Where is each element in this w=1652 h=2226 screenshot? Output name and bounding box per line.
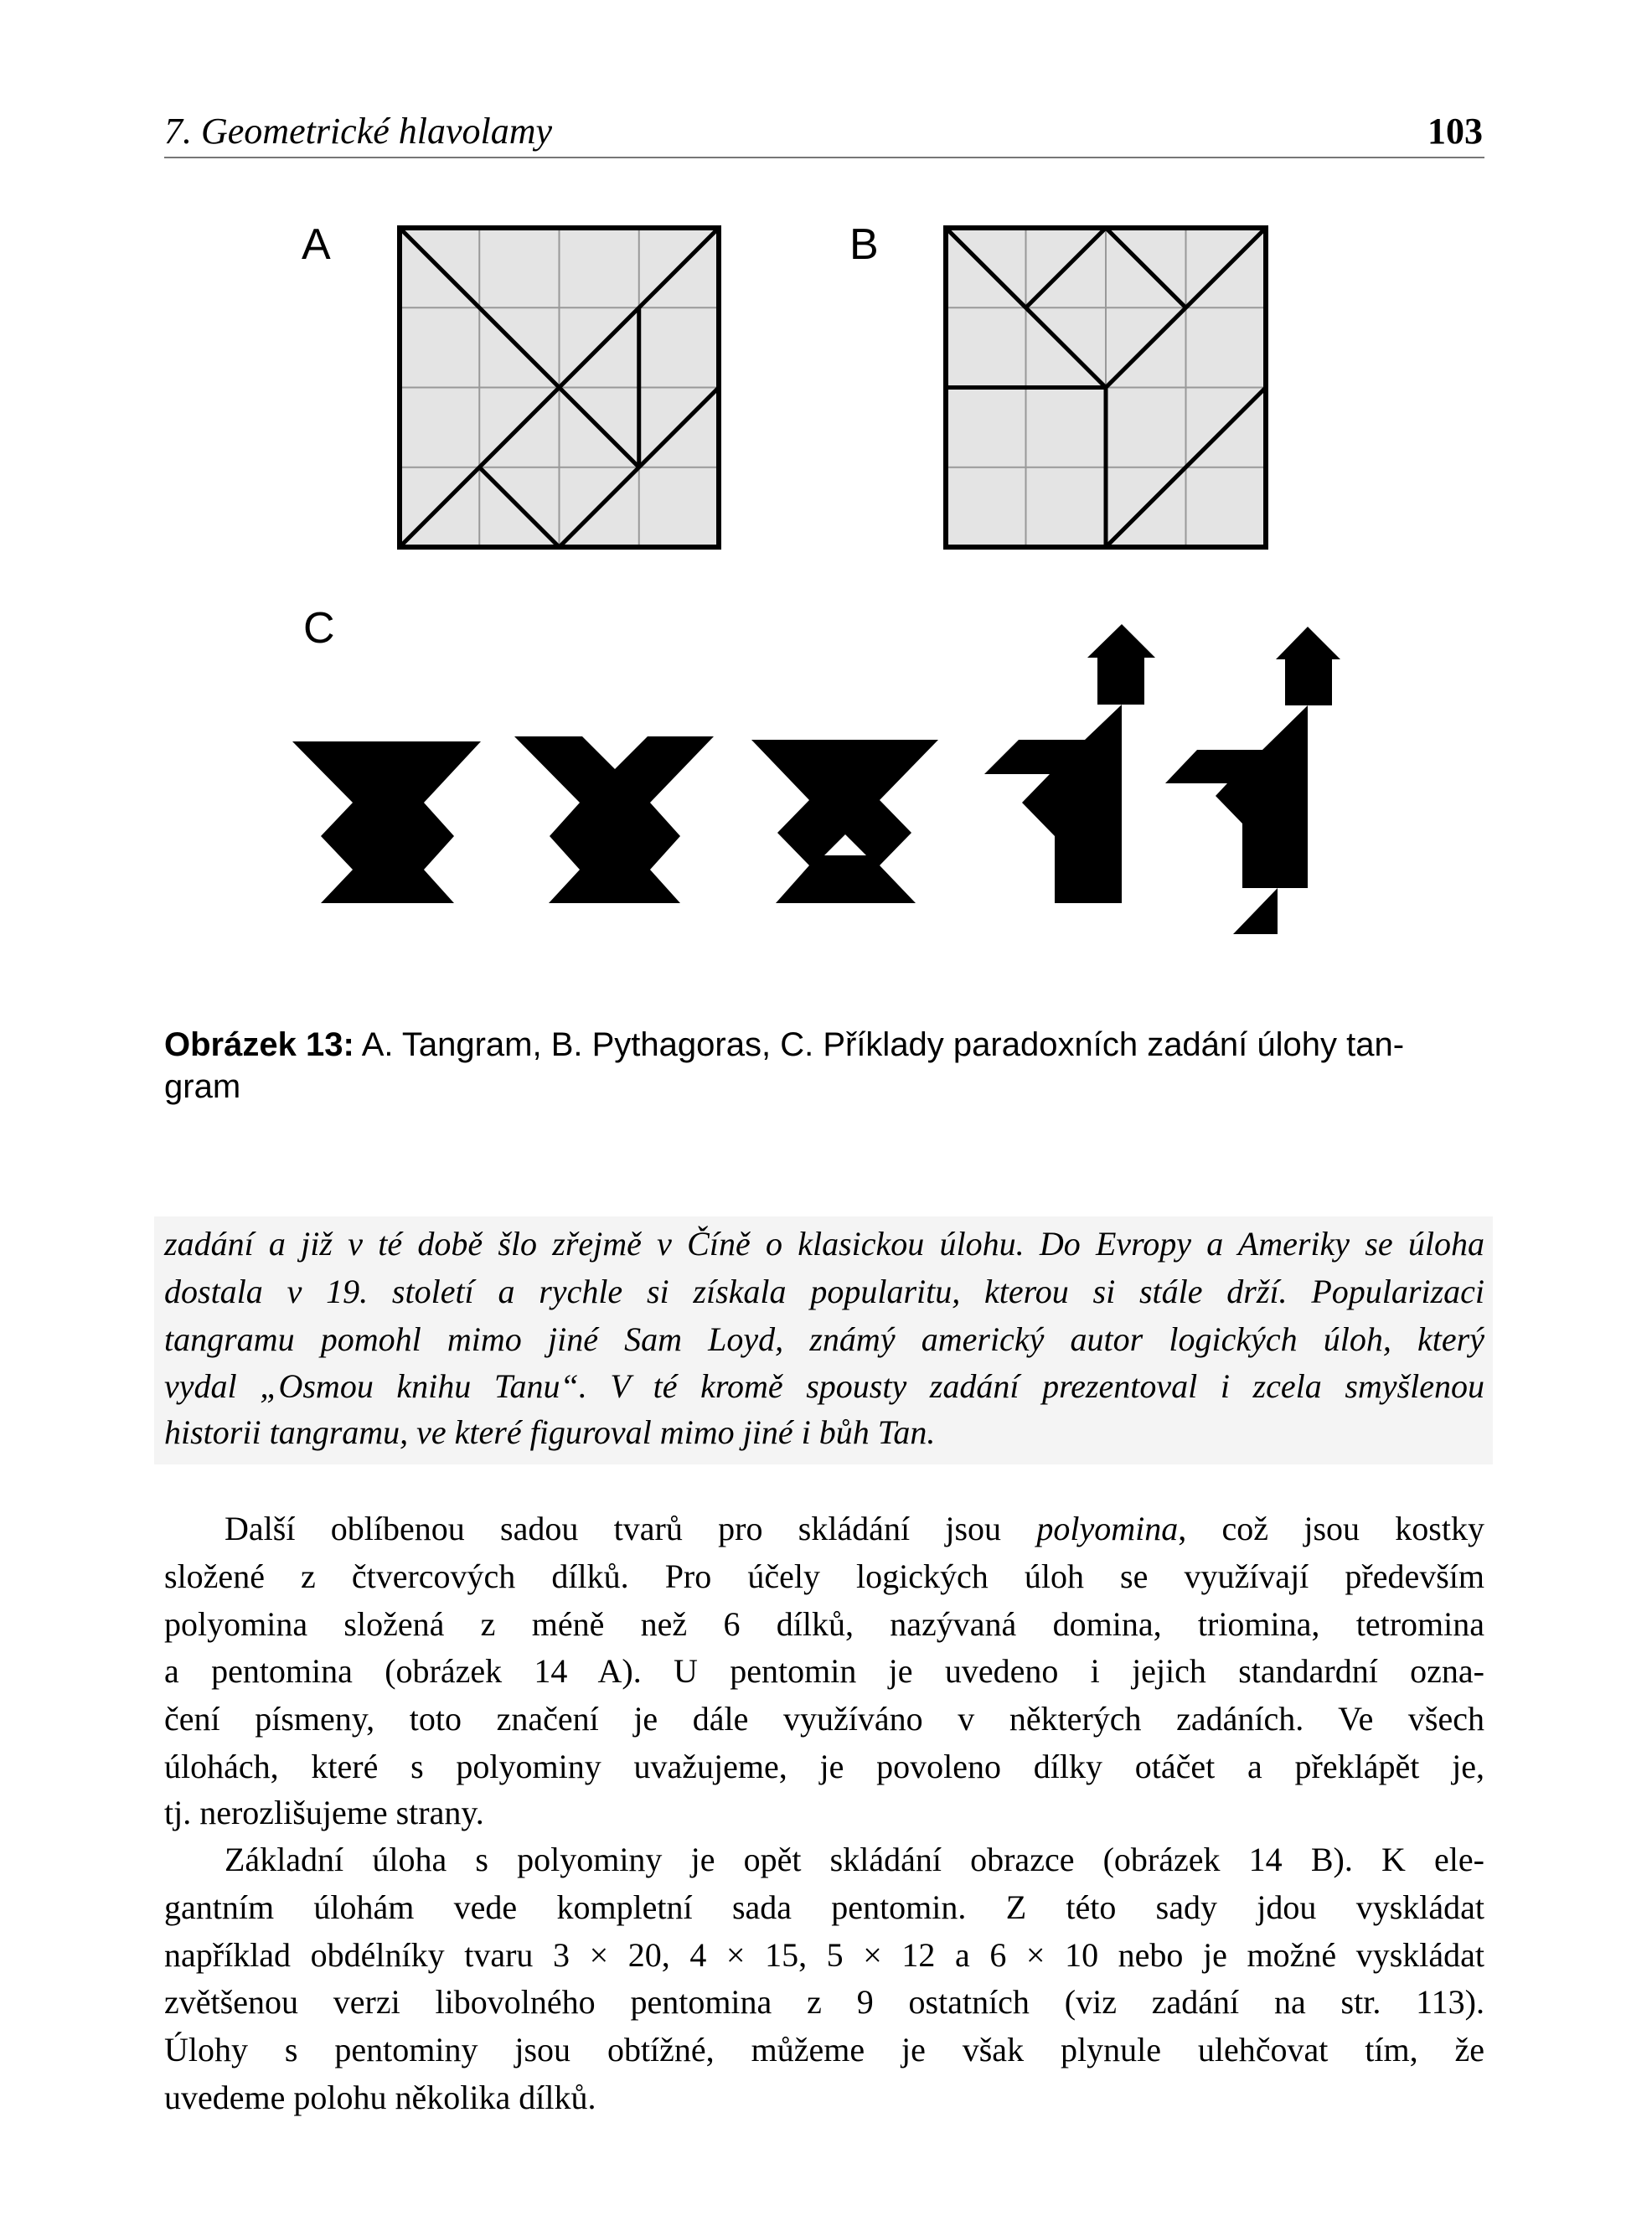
paradox-figure-4-arrow-stem (1097, 657, 1144, 705)
text-run: Další oblíbenou sadou tvarů pro skládání jsou (225, 1510, 1037, 1547)
paragraph-2-line: zvětšenou verzi libovolného pentomina z 9 ostatních (viz zadání na str. 113). (164, 1983, 1484, 2021)
figure-13 (0, 0, 1652, 1005)
paragraph-2-line: uvedeme polohu několika dílků. (164, 2079, 596, 2116)
figure-label-b: B (849, 220, 879, 269)
paragraph-1-line: čení písmeny, toto značení je dále využíváno v některých zadáních. Ve všech (164, 1700, 1484, 1738)
paragraph-1-line: polyomina složená z méně než 6 dílků, nazývaná domina, triomina, tetromina (164, 1605, 1484, 1643)
paragraph-1-line (225, 1506, 1484, 1552)
paradox-figure-5-arrow-stem (1285, 659, 1332, 705)
running-header-title: 7. Geometrické hlavolamy (164, 111, 553, 152)
paragraph-2-line: Úlohy s pentominy jsou obtížné, můžeme je však plynule ulehčovat tím, že (164, 2031, 1484, 2068)
page-number: 103 (1427, 111, 1483, 152)
paradox-figure-5-body (1165, 705, 1308, 888)
paradox-figure-1 (292, 741, 481, 903)
pythagoras-square-b (946, 228, 1266, 547)
caption-label: Obrázek 13: (164, 1026, 354, 1063)
paradox-figure-5-arrow-head (1276, 627, 1340, 659)
paragraph-1-line: a pentomina (obrázek 14 A). U pentomin je uvedeno i jejich standardní ozna- (164, 1652, 1484, 1690)
tangram-square-a (400, 228, 719, 547)
paragraph-1-line: složené z čtvercových dílků. Pro účely logických úloh se využívají především (164, 1557, 1484, 1595)
quote-line: tangramu pomohl mimo jiné Sam Loyd, známý americký autor logických úloh, který (164, 1320, 1484, 1358)
paragraph-1-line: tj. nerozlišujeme strany. (164, 1794, 484, 1831)
paragraph-1-line: úlohách, které s polyominy uvažujeme, je povoleno dílky otáčet a překlápět je, (164, 1748, 1484, 1785)
quote-line: dostala v 19. století a rychle si získala popularitu, kterou si stále drží. Popularizaci (164, 1273, 1484, 1310)
figure-label-c: C (303, 604, 335, 653)
paradox-figure-4-arrow-head (1087, 624, 1155, 658)
paragraph-2-line: například obdélníky tvaru 3 × 20, 4 × 15, 5 × 12 a 6 × 10 nebo je možné vyskládat (164, 1936, 1484, 1974)
caption-text-line-1: A. Tangram, B. Pythagoras, C. Příklady paradoxních zadání úlohy tan- (354, 1026, 1405, 1063)
caption-text-line-2: gram (164, 1068, 241, 1105)
text-run: , což jsou kostky (1178, 1510, 1484, 1547)
paragraph-2-line: gantním úlohám vede kompletní sada pentomin. Z této sady jdou vyskládat (164, 1888, 1484, 1926)
paradox-figure-2 (514, 736, 714, 903)
emphasis-polyomina: polyomina (1036, 1510, 1179, 1547)
paradox-figure-5-foot (1233, 888, 1278, 934)
paragraph-2-line: Základní úloha s polyominy je opět skládání obrazce (obrázek 14 B). K ele- (225, 1841, 1484, 1878)
paradox-figure-4-body (984, 705, 1122, 903)
quote-line: historii tangramu, ve které figuroval mimo jiné i bůh Tan. (164, 1413, 936, 1451)
figure-caption (164, 1024, 1484, 1108)
quote-line: zadání a již v té době šlo zřejmě v Číně o klasickou úlohu. Do Evropy a Ameriky se úloha (164, 1225, 1484, 1263)
figure-label-a: A (302, 220, 331, 269)
quote-line: vydal „Osmou knihu Tanu“. V té kromě spousty zadání prezentoval i zcela smyšlenou (164, 1367, 1484, 1405)
paradox-figure-3 (751, 740, 938, 903)
